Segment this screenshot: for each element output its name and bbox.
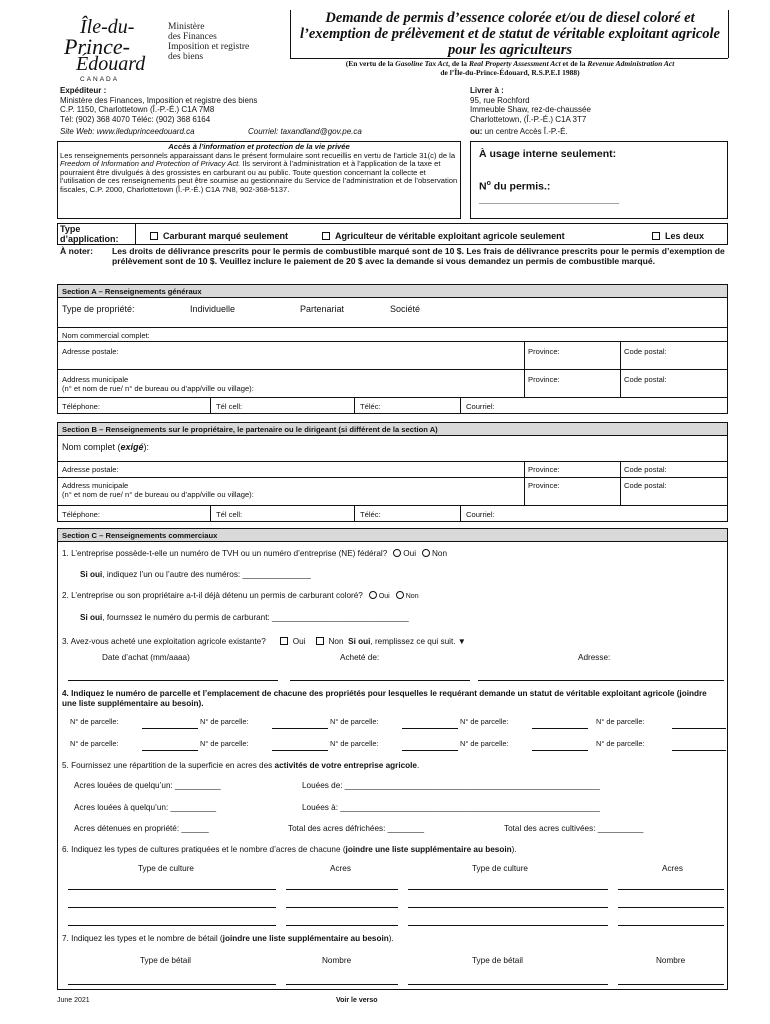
ministry-line: des biens	[168, 52, 204, 62]
parcel-input[interactable]	[272, 750, 328, 751]
privacy-text	[60, 152, 458, 195]
col-divider	[460, 505, 461, 521]
no-label: Non	[405, 593, 419, 600]
checkbox-yes[interactable]	[280, 637, 288, 645]
civic-label: Address municipale	[62, 375, 129, 384]
livestock-number-input[interactable]	[618, 984, 724, 985]
col-divider	[354, 397, 355, 413]
crop-type-input[interactable]	[408, 889, 608, 890]
col-divider	[210, 397, 211, 413]
privacy-notice	[57, 141, 461, 219]
privacy-act: Freedom of Information and Protection of Privacy Act.	[60, 159, 241, 169]
ownership-corporation[interactable]: Société	[390, 304, 421, 314]
crop-type-header-2: Type de culture	[472, 864, 528, 873]
fax-field[interactable]: Téléc:	[360, 510, 381, 519]
subtitle-act: Revenue Administration Act	[587, 59, 675, 68]
question-6-end: ).	[511, 845, 517, 854]
col-divider	[460, 397, 461, 413]
question-7-end: ).	[388, 934, 394, 943]
email-link[interactable]: Courriel: taxandland@gov.pe.ca	[248, 127, 362, 136]
privacy-text-1: Les renseignements personnels apparaissant dans le présent formulaire sont recueillis en vertu de l’article 31(c) de la	[60, 150, 456, 160]
question-3-instruction: , remplissez ce qui suit. ▼	[370, 637, 466, 646]
section-a	[57, 284, 728, 414]
parcel-label: N° de parcelle:	[200, 717, 249, 726]
mailing-address-field[interactable]: Adresse postale:	[62, 347, 119, 356]
livestock-number-header-2: Nombre	[656, 956, 686, 965]
subtitle-line-1	[292, 59, 728, 68]
acres-cleared-field[interactable]: Total des acres défrichées: ________	[288, 824, 425, 833]
if-yes: Si oui	[80, 613, 103, 622]
livestock-type-header-2: Type de bétail	[472, 956, 523, 965]
option-label: Carburant marqué seulement	[163, 231, 289, 241]
full-name-label-end: ):	[143, 442, 150, 452]
crop-type-input[interactable]	[408, 925, 608, 926]
parcel-input[interactable]	[402, 728, 458, 729]
checkbox-no[interactable]	[316, 637, 324, 645]
option-label: Les deux	[665, 231, 705, 241]
if-yes: Si oui	[80, 570, 103, 579]
section-a-title: Section A – Renseignements généraux	[58, 285, 727, 298]
full-name-label: Nom complet (	[62, 442, 121, 452]
leased-from-field[interactable]: Louées de: ________________________________________________________	[302, 781, 600, 790]
parcel-label: N° de parcelle:	[70, 717, 119, 726]
postal-code-field-2[interactable]: Code postal:	[624, 481, 667, 490]
crop-type-input[interactable]	[68, 889, 276, 890]
col-divider	[524, 461, 525, 505]
question-1b[interactable]	[80, 570, 311, 579]
ou-label: ou:	[470, 127, 483, 136]
internal-use-label: À usage interne seulement:	[479, 148, 617, 160]
acres-owned-field[interactable]: Acres détenues en propriété: ______	[74, 824, 209, 833]
parcel-input[interactable]	[142, 728, 198, 729]
crop-acres-header: Acres	[330, 864, 351, 873]
subtitle-text: (En vertu de la	[345, 59, 396, 68]
subtitle-line-2: de l’Île-du-Prince-Édouard, R.S.P.E.I 1988)	[440, 68, 580, 77]
question-1-text: 1. L’entreprise possède-t-elle un numéro de TVH ou un numéro d’entreprise (NE) fédéral?	[62, 549, 388, 558]
crop-acres-input[interactable]	[618, 889, 724, 890]
livestock-type-header: Type de bétail	[140, 956, 191, 965]
crop-acres-input[interactable]	[286, 907, 398, 908]
application-type-label: Type d’application:	[60, 224, 119, 244]
sender-line: Tél: (902) 368 4070 Téléc: (902) 368 6164	[60, 114, 211, 124]
radio-no[interactable]	[422, 549, 430, 557]
business-name-field[interactable]: Nom commercial complet:	[62, 331, 150, 340]
question-5-text: 5. Fournissez une répartition de la superficie en acres des	[62, 761, 275, 770]
question-2b[interactable]	[80, 613, 409, 622]
province-field-2[interactable]: Province:	[528, 375, 560, 384]
permit-o: o	[486, 180, 491, 187]
question-6-text: 6. Indiquez les types de cultures pratiquées et le nombre d’acres de chacune (	[62, 845, 346, 854]
purchase-address-input[interactable]	[478, 680, 724, 681]
livestock-type-input[interactable]	[408, 984, 608, 985]
row-divider	[58, 369, 727, 370]
question-3	[62, 637, 466, 646]
ownership-partnership[interactable]: Partenariat	[300, 304, 345, 314]
civic-address-field[interactable]	[62, 481, 254, 499]
no-label: Non	[328, 637, 344, 646]
postal-code-field[interactable]: Code postal:	[624, 465, 667, 474]
title-border-left	[290, 10, 291, 58]
parcel-input[interactable]	[272, 728, 328, 729]
livestock-number-header: Nombre	[322, 956, 352, 965]
form-title: Demande de permis d’essence colorée et/ou de diesel coloré et l’exemption de prélèvement et de statut de véritable exploitant agricole pour les agriculteurs	[299, 10, 720, 58]
option-bona-fide-farmer[interactable]	[322, 231, 565, 241]
postal-code-field[interactable]: Code postal:	[624, 347, 667, 356]
footer-date: June 2021	[57, 997, 90, 1004]
section-c	[57, 528, 728, 990]
logo-line-1: Île-du-	[80, 16, 135, 38]
parcel-label: N° de parcelle:	[596, 739, 645, 748]
footer-see-reverse: Voir le verso	[336, 997, 378, 1004]
no-label: Non	[432, 549, 448, 558]
parcel-label: N° de parcelle:	[596, 717, 645, 726]
email-field[interactable]: Courriel:	[466, 402, 495, 411]
purchased-from-input[interactable]	[290, 680, 470, 681]
subtitle-text: , de la	[448, 59, 469, 68]
ministry-line: Ministère	[168, 22, 205, 32]
parcel-label: N° de parcelle:	[460, 717, 509, 726]
parcel-input[interactable]	[672, 728, 726, 729]
row-divider	[58, 461, 727, 462]
logo-line-3: Édouard	[76, 53, 146, 75]
crop-type-input[interactable]	[68, 925, 276, 926]
yes-label: Oui	[403, 549, 417, 558]
parcel-label: N° de parcelle:	[330, 717, 379, 726]
deliver-line: Charlottetown, (Î.-P.-É.) C1A 3T7	[470, 114, 587, 124]
crop-acres-header-2: Acres	[662, 864, 683, 873]
crop-acres-input[interactable]	[286, 925, 398, 926]
parcel-label: N° de parcelle:	[70, 739, 119, 748]
question-2-text: 2. L’entreprise ou son propriétaire a-t-il déjà détenu un permis de carburant coloré?	[62, 591, 363, 600]
question-6	[62, 845, 517, 854]
crop-type-input[interactable]	[68, 907, 276, 908]
question-1	[62, 549, 447, 558]
crop-acres-input[interactable]	[286, 889, 398, 890]
crop-acres-input[interactable]	[618, 907, 724, 908]
row-divider	[58, 397, 727, 398]
yes-label: Oui	[292, 637, 306, 646]
fee-note	[60, 246, 728, 266]
col-divider	[210, 505, 211, 521]
ownership-label: Type de propriété:	[62, 304, 135, 314]
deliver-line: Immeuble Shaw, rez-de-chaussée	[470, 105, 591, 114]
purchase-date-input[interactable]	[68, 680, 278, 681]
privacy-title: Accès à l’information et protection de la vie privée	[168, 142, 350, 151]
sender-label: Expéditeur :	[60, 86, 107, 95]
radio-yes[interactable]	[393, 549, 401, 557]
ministry-name	[168, 22, 278, 62]
postal-code-field-2[interactable]: Code postal:	[624, 375, 667, 384]
ministry-line: des Finances	[168, 32, 217, 42]
parcel-input[interactable]	[402, 750, 458, 751]
title-border-right	[728, 10, 729, 58]
permit-label: du permis.:	[490, 180, 551, 193]
row-divider	[58, 341, 727, 342]
cell-field[interactable]: Tél cell:	[216, 510, 243, 519]
if-yes: Si oui	[348, 637, 371, 646]
question-4: 4. Indiquez le numéro de parcelle et l’emplacement de chacune des propriétés pour lesquelles le requérant demande un statut de véritable exploitant agricole (joindre une liste supplémentaire au besoin).	[62, 689, 707, 708]
note-text: Les droits de délivrance prescrits pour le permis de combustible marqué sont de 10 $. Les frais de délivrance prescrits pour le permis d’exemption de prélèvement sont de 10 $. Veuillez inclure le paiement de 20 $ avec la demande si vous demandez un permis de combustible marqué.	[112, 246, 725, 266]
livestock-type-input[interactable]	[68, 984, 276, 985]
leased-to-field[interactable]: Louées à: _________________________________________________________	[302, 803, 600, 812]
row-divider	[58, 327, 727, 328]
section-b	[57, 422, 728, 522]
logo-line-4: CANADA	[80, 76, 120, 83]
question-5-end: .	[416, 761, 420, 770]
question-5	[62, 761, 419, 770]
civic-sublabel: (n° et nom de rue/ n° de bureau ou d’app/ville ou village):	[62, 490, 254, 499]
acres-leased-to-field[interactable]: Acres louées à quelqu’un: __________	[74, 803, 217, 812]
parcel-input[interactable]	[142, 750, 198, 751]
section-b-title: Section B – Renseignements sur le propriétaire, le partenaire ou le dirigeant (si différent de la section A)	[58, 423, 727, 436]
full-name-field[interactable]	[62, 442, 149, 452]
parcel-input[interactable]	[672, 750, 726, 751]
parcel-label: N° de parcelle:	[460, 739, 509, 748]
purchase-address-label: Adresse:	[578, 653, 611, 662]
deliver-label: Livrer à :	[470, 86, 504, 95]
phone-field[interactable]: Téléphone:	[62, 510, 100, 519]
acres-leased-from-field[interactable]: Acres louées de quelqu’un: __________	[74, 781, 221, 790]
privacy-text-3: Ils serviront à l’administration et à l’application de la taxe et pourraient être divulgués à des grossistes en carburant ou au public. Toute question concernant la collecte et l’utilisation de ces renseignements peut être soumise au gestionnaire du Service de l’administration et de l’observation fiscales, C.P. 2000, Charlottetown (Î.-P.-É.) C1A 7N8, 902-368-5137.	[60, 159, 458, 194]
parcel-input[interactable]	[532, 728, 588, 729]
province-field-2[interactable]: Province:	[528, 481, 560, 490]
purchase-date-label: Date d’achat (mm/aaaa)	[102, 653, 190, 662]
col-divider	[354, 505, 355, 521]
civic-label: Address municipale	[62, 481, 129, 490]
logo-line-2: Prince-	[64, 34, 130, 59]
crop-type-header: Type de culture	[138, 864, 194, 873]
option-marked-fuel[interactable]	[150, 231, 288, 241]
checkbox[interactable]	[652, 232, 660, 240]
question-2b-text: , fournssez le numéro du permis de carburant: ______________________________	[102, 613, 409, 622]
yes-label: Oui	[378, 593, 390, 600]
parcel-input[interactable]	[532, 750, 588, 751]
form-subtitle	[292, 59, 728, 77]
question-7-bold: joindre une liste supplémentaire au besoin	[222, 934, 389, 943]
question-6-bold: joindre une liste supplémentaire au besoin	[345, 845, 512, 854]
checkbox[interactable]	[322, 232, 330, 240]
question-1b-text: , indiquez l’un ou l’autre des numéros: _______________	[102, 570, 311, 579]
ou-text: un centre Accès Î.-P.-É.	[482, 127, 568, 136]
email-field[interactable]: Courriel:	[466, 510, 495, 519]
option-both[interactable]	[652, 231, 704, 241]
sender-line: C.P. 1150, Charlottetown (Î.-P.-É.) C1A 7M8	[60, 105, 215, 114]
ownership-individual[interactable]: Individuelle	[190, 304, 236, 314]
checkbox[interactable]	[150, 232, 158, 240]
cell-field[interactable]: Tél cell:	[216, 402, 243, 411]
deliver-line: 95, rue Rochford	[470, 95, 530, 105]
province-field[interactable]: Province:	[528, 347, 560, 356]
province-logo	[56, 16, 160, 83]
acres-cultivated-field[interactable]: Total des acres cultivées: __________	[504, 824, 644, 833]
civic-sublabel: (n° et nom de rue/ n° de bureau ou d’app/ville ou village):	[62, 384, 254, 393]
question-7-text: 7. Indiquez les types et le nombre de bétail (	[62, 934, 223, 943]
civic-address-field[interactable]	[62, 375, 254, 393]
question-2	[62, 591, 419, 600]
note-label: À noter:	[60, 246, 93, 256]
sender-block	[60, 86, 350, 124]
ministry-line: Imposition et registre	[168, 42, 250, 52]
subtitle-act: Real Property Assessment Act	[468, 59, 561, 68]
question-5-bold: activités de votre entreprise agricole	[274, 761, 417, 770]
application-type-divider	[135, 223, 136, 245]
subtitle-text: et de la	[560, 59, 588, 68]
livestock-number-input[interactable]	[286, 984, 398, 985]
crop-acres-input[interactable]	[618, 925, 724, 926]
row-divider	[58, 477, 727, 478]
purchased-from-label: Acheté de:	[340, 653, 380, 662]
question-7	[62, 934, 394, 943]
province-field[interactable]: Province:	[528, 465, 560, 474]
col-divider	[620, 461, 621, 505]
sender-line: Ministère des Finances, Imposition et registre des biens	[60, 95, 258, 105]
parcel-label: N° de parcelle:	[330, 739, 379, 748]
website-link[interactable]: Site Web: www.ileduprinceedouard.ca	[60, 127, 195, 136]
permit-number	[479, 180, 719, 193]
section-c-title: Section C – Renseignements commerciaux	[58, 529, 727, 542]
fax-field[interactable]: Téléc:	[360, 402, 381, 411]
required-label: exigé	[120, 442, 144, 452]
internal-use-box	[470, 141, 728, 219]
question-3-text: 3. Avez-vous acheté une exploitation agricole existante?	[62, 637, 266, 646]
parcel-label: N° de parcelle:	[200, 739, 249, 748]
phone-field[interactable]: Téléphone:	[62, 402, 100, 411]
mailing-address-field[interactable]: Adresse postale:	[62, 465, 119, 474]
access-centre	[470, 127, 568, 136]
deliver-block	[470, 86, 730, 124]
permit-n: N	[479, 180, 487, 193]
crop-type-input[interactable]	[408, 907, 608, 908]
option-label: Agriculteur de véritable exploitant agricole seulement	[335, 231, 565, 241]
permit-line: ________________________	[479, 192, 620, 205]
radio-no[interactable]	[396, 591, 404, 599]
radio-yes[interactable]	[369, 591, 377, 599]
row-divider	[58, 505, 727, 506]
subtitle-act: Gasoline Tax Act	[395, 59, 449, 68]
